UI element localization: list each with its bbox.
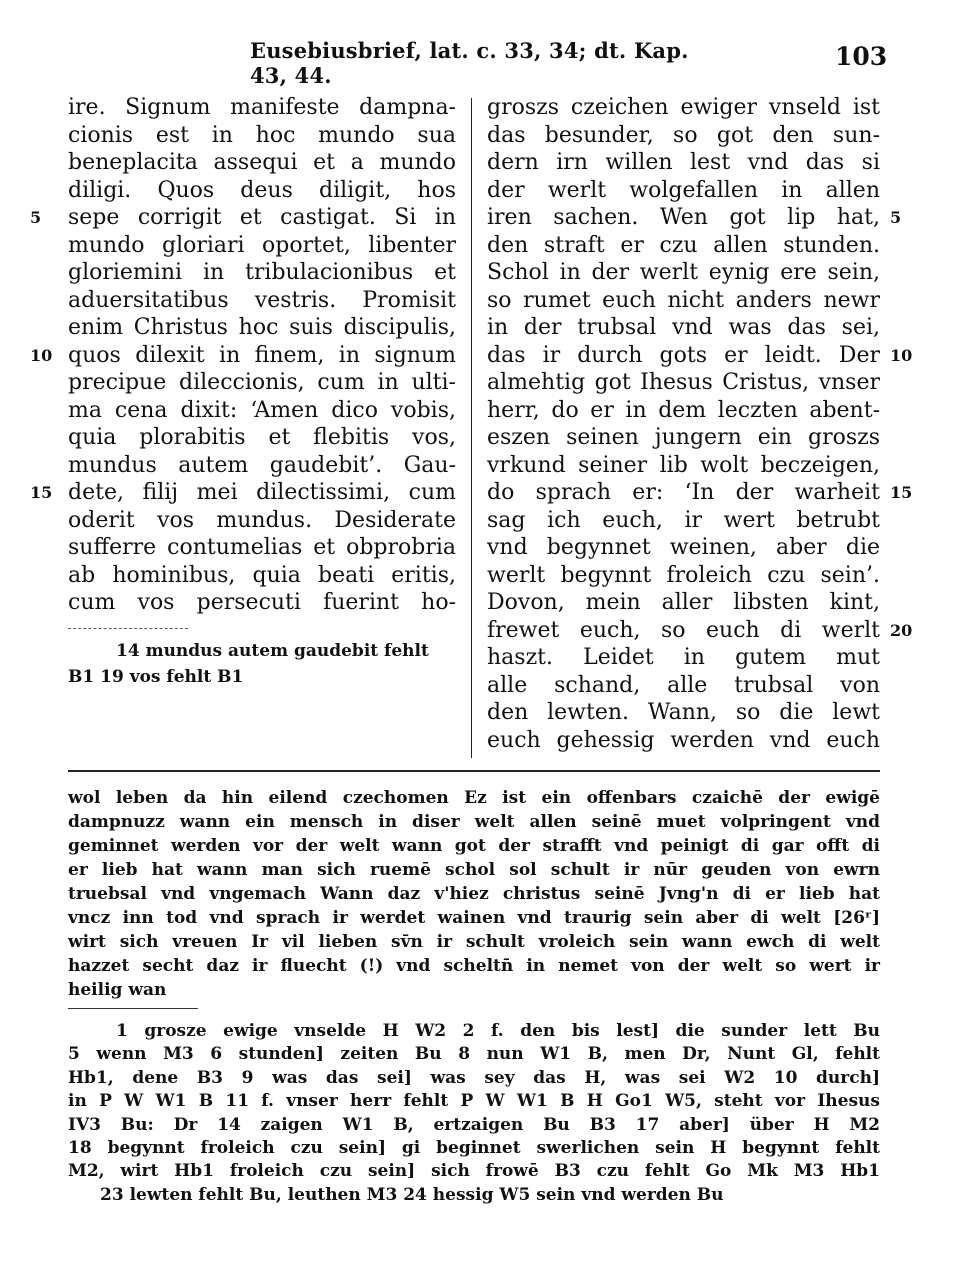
print-line: hazzet secht daz ir fluecht (!) vnd scheltn̄ in nemet von der welt so wert ir xyxy=(68,956,880,976)
latin-line: sepe corrigit et castigat. Si in xyxy=(68,205,456,230)
german-line: Dovon, mein aller libsten kint, xyxy=(487,590,880,615)
variant-line: M2, wirt Hb1 froleich czu sein] sich frowē B3 czu fehlt Go Mk M3 Hb1 xyxy=(68,1161,880,1182)
variant-line: 18 begynnt froleich czu sein] gi beginnet swerlichen sein H begynnt fehlt xyxy=(68,1138,880,1159)
german-line: haszt. Leidet in gutem mut xyxy=(487,645,880,670)
german-line: das besunder, so got den sun- xyxy=(487,122,880,148)
latin-note-line: B1 19 vos fehlt B1 xyxy=(68,667,244,687)
latin-note-line: 14 mundus autem gaudebit fehlt xyxy=(116,641,429,661)
german-line: Schol in der werlt eynig ere sein, xyxy=(487,260,880,285)
latin-line: precipue dileccionis, cum in ulti- xyxy=(68,370,456,395)
latin-line: mundo gloriari oportet, libenter xyxy=(68,232,456,258)
latin-line: sufferre contumelias et obprobria xyxy=(68,535,456,560)
german-line-number: 10 xyxy=(890,346,913,365)
german-line: eszen seinen jungern ein groszs xyxy=(487,425,880,450)
latin-line: cum vos persecuti fuerint ho- xyxy=(68,590,456,615)
latin-line: ma cena dixit: ‘Amen dico vobis, xyxy=(68,397,456,423)
latin-line: cionis est in hoc mundo sua xyxy=(68,122,456,148)
latin-line-number: 15 xyxy=(30,483,53,502)
print-line: heilig wan xyxy=(68,980,167,1000)
variant-apparatus xyxy=(68,1020,880,1207)
german-line: den lewten. Wann, so die lewt xyxy=(487,700,880,725)
german-line-number: 20 xyxy=(890,621,913,640)
latin-line: aduersitatibus vestris. Promisit xyxy=(68,287,456,313)
variant-line: in P W W1 B 11 f. vnser herr fehlt P W W1 B H Go1 W5, steht vor Ihesus xyxy=(68,1091,880,1112)
latin-line: quos dilexit in finem, in signum xyxy=(68,342,456,368)
german-line: dern irn willen lest vnd das si xyxy=(487,150,880,175)
column-divider xyxy=(471,98,472,758)
variant-line: 1 grosze ewige vnselde H W2 2 f. den bis lest] die sunder lett Bu xyxy=(116,1021,880,1041)
german-line: euch gehessig werden vnd euch xyxy=(487,727,880,753)
german-line: in der trubsal vnd was das sei, xyxy=(487,315,880,340)
header-title: Eusebiusbrief, lat. c. 33, 34; dt. Kap. 43, 44. xyxy=(250,38,689,88)
german-line: der werlt wolgefallen in allen xyxy=(487,177,880,203)
german-line: sag ich euch, ir wert betrubt xyxy=(487,507,880,533)
german-line: almehtig got Ihesus Cristus, vnser xyxy=(487,370,880,395)
latin-column xyxy=(68,94,456,617)
latin-line: beneplacita assequi et a mundo xyxy=(68,150,456,175)
variant-line: IV3 Bu: Dr 14 zaigen W1 B, ertzaigen Bu B3 17 aber] über H M2 xyxy=(68,1114,880,1135)
german-line: iren sachen. Wen got lip hat, xyxy=(487,205,880,230)
german-line: werlt begynnt froleich czu sein’. xyxy=(487,562,880,588)
variant-line: Hb1, dene B3 9 was das sei] was sey das H, was sei W2 10 durch] xyxy=(68,1067,880,1088)
latin-line: dete, filij mei dilectissimi, cum xyxy=(68,480,456,505)
german-line: groszs czeichen ewiger vnseld ist xyxy=(487,95,880,120)
latin-line: quia plorabitis et flebitis vos, xyxy=(68,425,456,450)
latin-line: mundus autem gaudebit’. Gau- xyxy=(68,452,456,478)
latin-line: enim Christus hoc suis discipulis, xyxy=(68,315,456,340)
print-line: er lieb hat wann man sich ruemē schol sol schult ir nūr geuden von ewrn xyxy=(68,860,880,880)
variant-line: 23 lewten fehlt Bu, leuthen M3 24 hessig W5 sein vnd werden Bu xyxy=(100,1184,724,1205)
latin-line-number: 5 xyxy=(30,208,42,227)
latin-line: ab hominibus, quia beati eritis, xyxy=(68,562,456,588)
german-line: frewet euch, so euch di werlt xyxy=(487,617,880,643)
variants-rule xyxy=(68,1008,198,1009)
print-line: wirt sich vreuen Ir vil lieben sv̄n ir schult vroleich sein wann ewch di welt xyxy=(68,932,880,952)
german-line: do sprach er: ‘In der warheit xyxy=(487,480,880,505)
print-line: geminnet werden vor der welt wann got der strafft vnd peinigt di gar offt di xyxy=(68,836,880,856)
german-line: alle schand, alle trubsal von xyxy=(487,672,880,698)
section-divider xyxy=(68,770,880,772)
print-line: truebsal vnd vngemach Wann daz v'hiez christus seinē Jvng'n di er lieb hat xyxy=(68,884,880,904)
german-line: vnd begynnet weinen, aber die xyxy=(487,535,880,560)
german-line: den straft er czu allen stunden. xyxy=(487,232,880,258)
latin-line: oderit vos mundus. Desiderate xyxy=(68,507,456,533)
print-line: vncz inn tod vnd sprach ir werdet wainen vnd traurig sein aber di welt [26ʳ] xyxy=(68,908,880,928)
german-line: das ir durch gots er leidt. Der xyxy=(487,342,880,368)
latin-line: gloriemini in tribulacionibus et xyxy=(68,260,456,285)
latin-notes-rule xyxy=(68,628,188,629)
page-number: 103 xyxy=(835,42,888,71)
german-line: vrkund seiner lib wolt beczeigen, xyxy=(487,452,880,478)
latin-notes xyxy=(68,638,456,690)
german-line-number: 5 xyxy=(890,208,902,227)
german-column xyxy=(487,94,880,754)
german-line: so rumet euch nicht anders newr xyxy=(487,287,880,313)
print-text-block xyxy=(68,786,880,1002)
variant-line: 5 wenn M3 6 stunden] zeiten Bu 8 nun W1 B, men Dr, Nunt Gl, fehlt xyxy=(68,1044,880,1065)
latin-line-number: 10 xyxy=(30,346,53,365)
print-line: wol leben da hin eilend czechomen Ez ist ein offenbars czaichē der ewigē xyxy=(68,788,880,808)
german-line: herr, do er in dem leczten abent- xyxy=(487,397,880,423)
latin-line: ire. Signum manifeste dampna- xyxy=(68,95,456,120)
german-line-number: 15 xyxy=(890,483,913,502)
print-line: dampnuzz wann ein mensch in diser welt allen seinē muet volpringent vnd xyxy=(68,812,880,832)
latin-line: diligi. Quos deus diligit, hos xyxy=(68,177,456,203)
